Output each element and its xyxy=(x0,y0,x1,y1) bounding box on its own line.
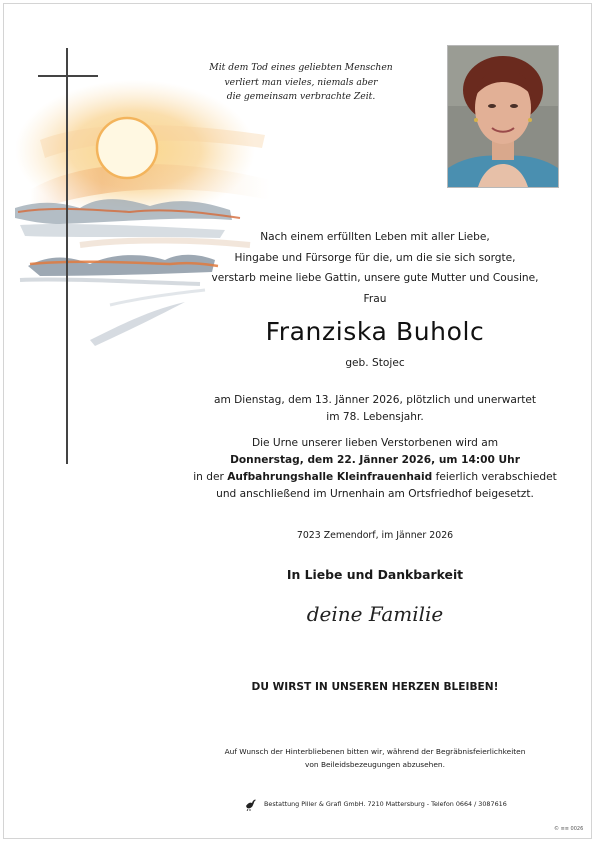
urn-ceremony-notice xyxy=(175,435,575,503)
death-notice xyxy=(195,392,555,425)
urn-line-pre: in der xyxy=(193,471,228,483)
urn-line: und anschließend im Urnenhain am Ortsfriedhof beigesetzt. xyxy=(216,488,534,500)
request-line: von Beileidsbezeugungen abzusehen. xyxy=(305,760,445,769)
urn-line: Die Urne unserer lieben Verstorbenen wird am xyxy=(251,437,499,449)
death-line: am Dienstag, dem 13. Jänner 2026, plötzlich und unerwartet xyxy=(213,394,537,406)
quote-line: Mit dem Tod eines geliebten Menschen xyxy=(209,62,393,73)
ceremony-date: Donnerstag, dem 22. Jänner 2026, um 14:00 Uhr xyxy=(230,454,520,466)
memorial-quote xyxy=(170,61,432,105)
ceremony-hall: Aufbahrungshalle Kleinfrauenhaid xyxy=(227,471,433,483)
quote-line: die gemeinsam verbrachte Zeit. xyxy=(226,91,376,103)
intro-line: Nach einem erfüllten Leben mit aller Liebe, xyxy=(260,231,490,243)
family-signature: deine Familie xyxy=(306,602,444,626)
intro-line: Hingabe und Fürsorge für die, um die sie sich sorgte, xyxy=(234,251,516,264)
closing-line: DU WIRST IN UNSEREN HERZEN BLEIBEN! xyxy=(251,681,499,693)
request-line: Auf Wunsch der Hinterbliebenen bitten wir, während der Begräbnisfeierlichkeiten xyxy=(224,747,526,756)
footer-text: Bestattung Piller & Grafl GmbH. 7210 Mattersburg - Telefon 0664 / 3087616 xyxy=(264,800,507,808)
urn-line-post: feierlich verabschiedet xyxy=(432,471,557,483)
blessing: In Liebe und Dankbarkeit xyxy=(286,567,464,582)
intro-text xyxy=(195,227,555,309)
funeral-home-footer xyxy=(244,797,564,811)
quote-line: verliert man vieles, niemals aber xyxy=(224,76,378,88)
death-line: im 78. Lebensjahr. xyxy=(326,410,424,423)
portrait-photo xyxy=(447,45,559,188)
place-date: 7023 Zemendorf, im Jänner 2026 xyxy=(296,530,454,541)
dove-icon xyxy=(244,797,258,811)
intro-line: Frau xyxy=(363,292,387,305)
condolence-request xyxy=(175,745,575,771)
corner-mark: © ≡≡ 0026 xyxy=(554,826,584,832)
maiden-name: geb. Stojec xyxy=(345,357,405,369)
deceased-name: Franziska Buholc xyxy=(265,317,485,346)
intro-line: verstarb meine liebe Gattin, unsere gute Mutter und Cousine, xyxy=(211,272,539,284)
